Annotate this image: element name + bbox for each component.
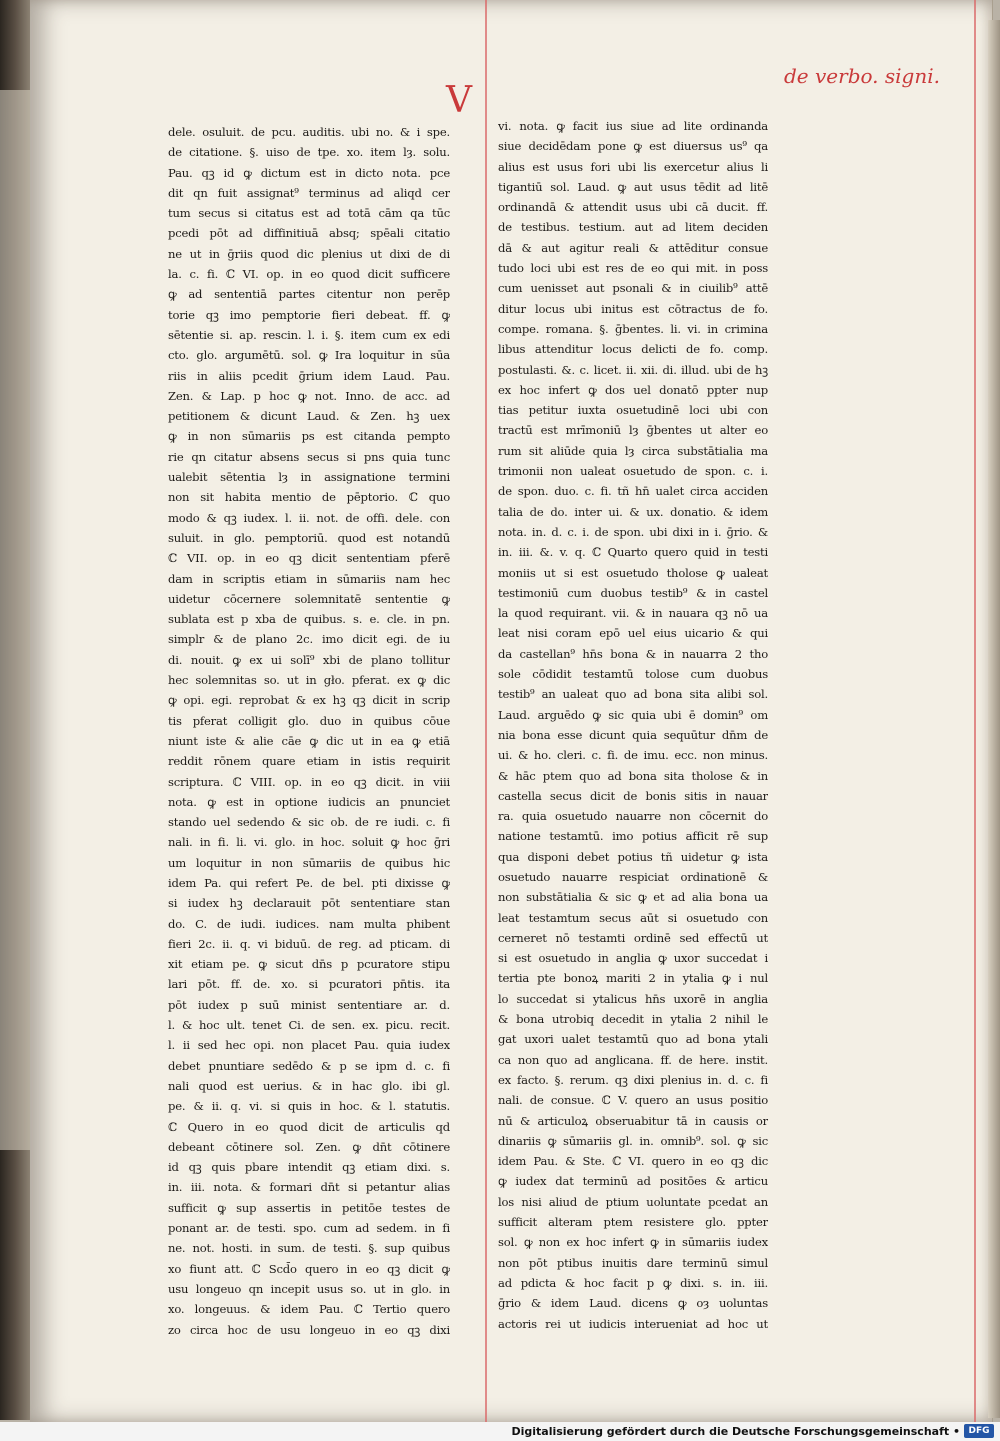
text-line: xo fiunt att. ℂ Scd̄o quero in eo qꝫ dicit ꝙ	[168, 1261, 450, 1276]
text-line: ra. quia osuetudo nauarre non cōcernit do	[498, 809, 768, 824]
text-line: castella secus dicit de bonis sitis in nauar	[498, 788, 768, 803]
text-line: di. nouit. ꝙ ex ui solī⁹ xbi de plano tollitur	[168, 652, 450, 667]
text-line: pe. & ii. q. vi. si quis in hoc. & l. statutis.	[168, 1099, 450, 1114]
text-line: nali. de consue. ℂ V. quero an usus positio	[498, 1093, 768, 1108]
text-line: Laud. arguēdo ꝙ sic quia ubi ē domin⁹ om	[498, 707, 768, 722]
text-line: tias petitur iuxta osuetudinē loci ubi con	[498, 403, 768, 418]
text-line: ui. & ho. cleri. c. fi. de imu. ecc. non minus.	[498, 748, 768, 763]
text-line: xo. longeuus. & idem Pau. ℂ Tertio quero	[168, 1302, 450, 1317]
text-line: postulasti. &. c. licet. ii. xii. di. illud. ubi de hꝫ	[498, 362, 768, 377]
text-line: tis pferat colligit glo. duo in quibus cōue	[168, 713, 450, 728]
text-line: ualebit sētentia lȝ in assignatione termini	[168, 470, 450, 485]
text-line: sētentie si. ap. rescin. l. i. §. item cum ex edi	[168, 327, 450, 342]
text-line: reddit rōnem quare etiam in istis requirit	[168, 754, 450, 769]
text-line: nota. ꝙ est in optione iudicis an pnunciet	[168, 794, 450, 809]
text-line: leat testamtum secus aūt si osuetudo con	[498, 910, 768, 925]
margin-rule-left	[485, 0, 487, 1440]
text-line: ex hoc infert ꝙ dos uel donatō ppter nup	[498, 382, 768, 397]
text-line: lo succedat si ytalicus hn̄s uxorē in anglia	[498, 991, 768, 1006]
text-line: ditur locus ubi initus est cōtractus de fo.	[498, 301, 768, 316]
page-edge-stack	[988, 20, 1000, 1418]
text-line: suluit. in glo. pemptoriū. quod est notandū	[168, 530, 450, 545]
text-line: cto. glo. argumētū. sol. ꝙ Ira loquitur in sūa	[168, 348, 450, 363]
text-line: de testibus. testium. aut ad litem deciden	[498, 220, 768, 235]
margin-note: de verbo. signi.	[784, 64, 940, 88]
text-line: siue decidēdam pone ꝙ est diuersus us⁹ qa	[498, 139, 768, 154]
text-line: da castellan⁹ hn̄s bona & in nauarra 2 tho	[498, 646, 768, 661]
text-line: tigantiū sol. Laud. ꝙ aut usus tēdit ad litē	[498, 179, 768, 194]
text-line: tractū est mrīmoniū lȝ ḡbentes ut alter eo	[498, 423, 768, 438]
text-line: debeant cōtinere sol. Zen. ꝙ dn̄t cōtinere	[168, 1139, 450, 1154]
text-line: non substātialia & sic ꝙ et ad alia bona ua	[498, 890, 768, 905]
text-line: nali. in fi. li. vi. glo. in hoc. soluit ꝙ hoc ḡri	[168, 835, 450, 850]
text-line: los nisi aliud de ptium uoluntate pcedat an	[498, 1194, 768, 1209]
text-line: dele. osuluit. de pcu. auditis. ubi no. & i spe.	[168, 125, 450, 139]
text-line: osuetudo nauarre respiciat ordinationē &	[498, 869, 768, 884]
text-line: ne. not. hosti. in sum. de testi. §. sup quibus	[168, 1241, 450, 1256]
text-line: xit etiam pe. ꝙ sicut dn̄s p pcuratore stipu	[168, 957, 450, 972]
right-text-column	[498, 116, 768, 1334]
text-line: non pōt ptibus inuitis dare terminū simul	[498, 1255, 768, 1270]
text-line: in. iii. nota. & formari dn̄t si petantur alias	[168, 1180, 450, 1195]
text-line: debet pnuntiare sedēdo & p se ipm d. c. fi	[168, 1058, 450, 1073]
facing-page-edge	[0, 90, 34, 1150]
text-line: niunt iste & alie cāe ꝙ dic ut in ea ꝙ etiā	[168, 733, 450, 748]
text-line: ne ut in ḡriis quod dic plenius ut dixi de di	[168, 246, 450, 261]
text-line: tum secus si citatus est ad totā cām qa tūc	[168, 206, 450, 221]
text-line: ḡrio & idem Laud. dicens ꝙ oȝ uoluntas	[498, 1296, 768, 1311]
text-line: riis in aliis pcedit ḡrium idem Laud. Pau.	[168, 368, 450, 383]
text-line: ponant ar. de testi. spo. cum ad sedem. in fi	[168, 1221, 450, 1236]
text-line: simplr & de plano 2c. imo dicit egi. de iu	[168, 632, 450, 647]
text-line: vi. nota. ꝙ facit ius siue ad lite ordinanda	[498, 119, 768, 133]
text-line: gat uxori ualet testamtū quo ad bona ytali	[498, 1032, 768, 1047]
text-line: hec solemnitas so. ut in gło. pferat. ex ꝙ dic	[168, 673, 450, 688]
text-line: ex facto. §. rerum. qꝫ dixi plenius in. d. c. fi	[498, 1072, 768, 1087]
text-line: libus attenditur locus delicti de fo. comp.	[498, 342, 768, 357]
text-line: zo circa hoc de usu longeuo in eo qꝫ dixi	[168, 1322, 450, 1337]
text-line: cerneret nō testamti ordinē sed effectū ut	[498, 930, 768, 945]
text-line: cum uenisset aut psonali & in ciuilib⁹ attē	[498, 281, 768, 296]
text-line: l. ii sed hec opi. non placet Pau. quia iudex	[168, 1038, 450, 1053]
dfg-logo-icon: DFG	[964, 1424, 994, 1438]
text-line: pcedi pōt ad diffinitiuā absq; spēali citatio	[168, 226, 450, 241]
text-line: trimonii non ualeat osuetudo de spon. c. i.	[498, 464, 768, 479]
text-line: fieri 2c. ii. q. vi biduū. de reg. ad pticam. di	[168, 936, 450, 951]
text-line: nū & articuloꝝ obseruabitur tā in causis or	[498, 1113, 768, 1128]
section-mark: V	[446, 80, 472, 121]
text-line: sol. ꝙ non ex hoc infert ꝙ in sūmariis iudex	[498, 1235, 768, 1250]
text-line: sole cōdidit testamtū tolose cum duobus	[498, 667, 768, 682]
text-line: compe. romana. §. ḡbentes. li. vi. in crimina	[498, 321, 768, 336]
text-line: si est osuetudo in anglia ꝙ uxor succedat i	[498, 951, 768, 966]
text-line: ꝙ opi. egi. reprobat & ex hꝫ qꝫ dicit in scrip	[168, 693, 450, 708]
text-line: actoris rei ut iudicis interueniat ad hoc ut	[498, 1316, 768, 1331]
text-line: idem Pa. qui refert Pe. de bel. pti dixisse ꝙ	[168, 875, 450, 890]
text-line: natione testamtū. imo potius afficit rē sup	[498, 829, 768, 844]
text-line: moniis ut si est osuetudo tholose ꝙ ualeat	[498, 565, 768, 580]
text-line: in. iii. &. v. q. ℂ Quarto quero quid in testi	[498, 545, 768, 560]
text-line: sublata est p xba de quibus. s. e. cle. in pn.	[168, 612, 450, 627]
text-line: lari pōt. ff. de. xo. si pcuratori pn̄tis. ita	[168, 977, 450, 992]
text-line: ꝙ iudex dat terminū ad positōes & articu	[498, 1174, 768, 1189]
text-line: dit qn fuit assignat⁹ terminus ad aliqd cer	[168, 185, 450, 200]
text-line: pōt iudex p suū minist sententiare ar. d.	[168, 997, 450, 1012]
text-line: dam in scriptis etiam in sūmariis nam hec	[168, 571, 450, 586]
text-line: nali quod est uerius. & in hac glo. ibi gl.	[168, 1078, 450, 1093]
text-line: qua disponi debet potius tñ uidetur ꝙ ista	[498, 849, 768, 864]
text-line: non sit habita mentio de pēptorio. ℂ quo	[168, 490, 450, 505]
text-line: nota. in. d. c. i. de spon. ubi dixi in i. ḡrio. &	[498, 524, 768, 539]
text-line: dinariis ꝙ sūmariis gl. in. omnib⁹. sol. ꝙ sic	[498, 1133, 768, 1148]
text-line: Pau. qꝫ id ꝙ dictum est in dicto nota. pce	[168, 165, 450, 180]
text-line: ca non quo ad anglicana. ff. de here. instit.	[498, 1052, 768, 1067]
text-line: petitionem & dicunt Laud. & Zen. hꝫ uex	[168, 409, 450, 424]
text-line: ꝙ in non sūmariis ps est citanda pempto	[168, 429, 450, 444]
text-line: testimoniū cum duobus testib⁹ & in castel	[498, 585, 768, 600]
text-line: tertia pte bonoꝝ mariti 2 in ytalia ꝙ i nul	[498, 971, 768, 986]
text-line: si iudex hꝫ declarauit pōt sententiare stan	[168, 896, 450, 911]
text-line: do. C. de iudi. iudices. nam multa phibent	[168, 916, 450, 931]
text-line: la. c. fi. ℂ VI. op. in eo quod dicit sufficere	[168, 267, 450, 282]
text-line: idem Pau. & Ste. ℂ VI. quero in eo qꝫ dic	[498, 1154, 768, 1169]
text-line: sufficit ꝙ sup assertis in petitōe testes de	[168, 1200, 450, 1215]
text-line: la quod requirant. vii. & in nauara qꝫ nō ua	[498, 606, 768, 621]
text-line: Zen. & Lap. p hoc ꝙ not. Inno. de acc. ad	[168, 388, 450, 403]
text-line: talia de do. inter ui. & ux. donatio. & idem	[498, 504, 768, 519]
margin-rule-right	[974, 0, 976, 1440]
text-line: rum sit aliūde quia lȝ circa substātialia ma	[498, 443, 768, 458]
text-line: & hāc ptem quo ad bona sita tholose & in	[498, 768, 768, 783]
text-line: scriptura. ℂ VIII. op. in eo qꝫ dicit. in viii	[168, 774, 450, 789]
text-line: stando uel sedendo & sic ob. de re iudi. c. fi	[168, 815, 450, 830]
text-line: ℂ VII. op. in eo qꝫ dicit sententiam pferē	[168, 551, 450, 566]
text-line: ad pdicta & hoc facit p ꝙ dixi. s. in. iii.	[498, 1275, 768, 1290]
text-line: usu longeuo qn incepit usus so. ut in glo. in	[168, 1281, 450, 1296]
text-line: torie qꝫ imo pemptorie fieri debeat. ff. ꝙ	[168, 307, 450, 322]
text-line: uidetur cōcernere solemnitatē sententie ꝙ	[168, 591, 450, 606]
text-line: de spon. duo. c. fi. tñ hn̄ ualet circa acciden	[498, 484, 768, 499]
text-line: alius est usus fori ubi lis exercetur alius li	[498, 159, 768, 174]
text-line: tudo loci ubi est res de eo qui mit. in poss	[498, 261, 768, 276]
text-line: testib⁹ an ualeat quo ad bona sita alibi sol.	[498, 687, 768, 702]
text-line: modo & qꝫ iudex. l. ii. not. de offi. dele. con	[168, 510, 450, 525]
left-text-column	[168, 122, 450, 1340]
text-line: ℂ Quero in eo quod dicit de articulis qd	[168, 1119, 450, 1134]
text-line: id qꝫ quis pbare intendit qꝫ etiam dixi. s.	[168, 1160, 450, 1175]
footer-bar	[0, 1422, 1000, 1441]
text-line: nia bona esse dicunt quia sequūtur dn̄m de	[498, 727, 768, 742]
text-line: & bona utrobiq decedit in ytalia 2 nihil le	[498, 1012, 768, 1027]
text-line: dā & aut agitur reali & attēditur consue	[498, 240, 768, 255]
text-line: de citatione. §. uiso de tpe. xo. item lȝ. solu.	[168, 145, 450, 160]
text-line: um loquitur in non sūmariis de quibus hic	[168, 855, 450, 870]
text-line: ꝙ ad sententiā partes citentur non perēp	[168, 287, 450, 302]
footer-credit: Digitalisierung gefördert durch die Deutsche Forschungsgemeinschaft •	[511, 1425, 960, 1438]
text-line: l. & hoc ult. tenet Ci. de sen. ex. picu. recit.	[168, 1018, 450, 1033]
text-line: ordinandā & attendit usus ubi cā ducit. ff.	[498, 200, 768, 215]
text-line: sufficit alteram ptem resistere glo. ppter	[498, 1215, 768, 1230]
text-line: leat nisi coram epō uel eius uicario & qui	[498, 626, 768, 641]
text-line: rie qn citatur absens secus si pns quia tunc	[168, 449, 450, 464]
